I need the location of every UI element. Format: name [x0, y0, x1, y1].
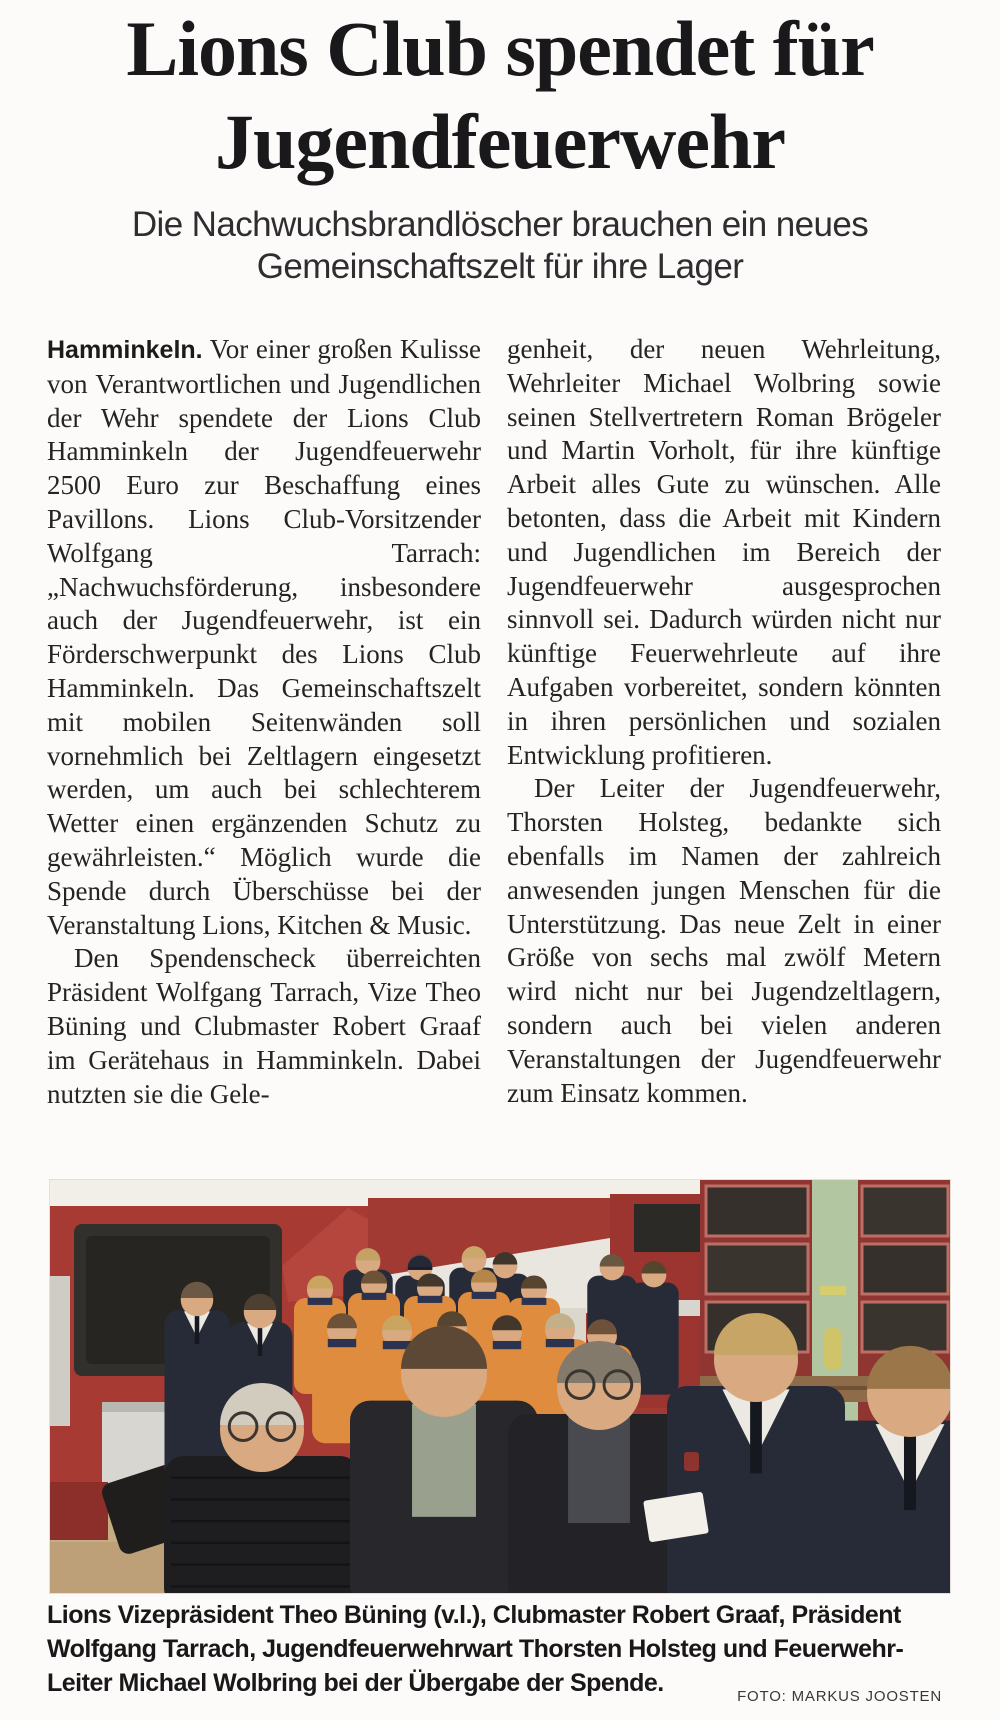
fire-station-group-photo-illustration: [50, 1180, 950, 1593]
location-lead: Hamminkeln.: [47, 336, 203, 364]
paragraph-1: [47, 333, 481, 942]
article-photo: [50, 1180, 950, 1593]
headline-line2: Jugendfeuerwehr: [215, 98, 785, 185]
subheadline-line2: Gemeinschaftszelt für ihre Lager: [256, 247, 744, 286]
subheadline-line1: Die Nachwuchsbrandlöscher brauchen ein neues: [131, 205, 869, 244]
headline: [0, 2, 1000, 188]
photo-credit: FOTO: MARKUS JOOSTEN: [737, 1688, 942, 1705]
paragraph-1-text: Vor einer großen Kulisse von Verantwortlichen und Jugendlichen der Wehr spendete der Lions Club Hamminkeln der Jugendfeuerwehr 2500 Euro zur Beschaffung eines Pavillons. Lions Club-Vorsitzender Wolfgang Tarrach: „Nachwuchsförderung, insbesondere auch der Jugendfeuerwehr, ist ein Förderschwerpunkt des Lions Club Hamminkeln. Das Gemeinschaftszelt mit mobilen Seitenwänden soll vornehmlich bei Zeltlagern eingesetzt werden, um auch bei schlechterem Wetter einen ergänzenden Schutz zu gewährleisten.“ Möglich wurde die Spende durch Überschüsse bei der Veranstaltung Lions, Kitchen & Music.: [47, 334, 481, 940]
headline-line1: Lions Club spendet für: [126, 5, 874, 92]
photo-caption: Lions Vizepräsident Theo Büning (v.l.), Clubmaster Robert Graaf, Präsident Wolfgang Tarrach, Jugendfeuerwehrwart Thorsten Holsteg und Feuerwehr-Leiter Michael Wolbring bei der Übergabe der Spende.: [47, 1601, 904, 1697]
paragraph-2: Den Spendenscheck überreichten Präsident Wolfgang Tarrach, Vize Theo Büning und Clubmaster Robert Graaf im Gerätehaus in Hamminkeln. Dabei nutzten sie die Gele-: [47, 943, 481, 1109]
subheadline: [0, 204, 1000, 288]
column-right: [507, 333, 941, 1111]
paragraph-3: Der Leiter der Jugendfeuerwehr, Thorsten Holsteg, bedankte sich ebenfalls im Namen der zahlreich anwesenden jungen Menschen für die Unterstützung. Das neue Zelt in einer Größe von sechs mal zwölf Metern wird nicht nur bei Jugendzeltlagern, sondern auch bei vielen anderen Veranstaltungen der Jugendfeuerwehr zum Einsatz kommen.: [507, 773, 941, 1108]
article-body: [47, 333, 941, 1111]
paragraph-2-continued: genheit, der neuen Wehrleitung, Wehrleiter Michael Wolbring sowie seinen Stellvertretern Roman Brögeler und Martin Vorholt, für ihre künftige Arbeit alles Gute zu wünschen. Alle betonten, dass die Arbeit mit Kindern und Jugendlichen im Bereich der Jugendfeuerwehr ausgesprochen sinnvoll sei. Dadurch würden nicht nur künftige Feuerwehrleute auf ihre Aufgaben vorbereitet, sondern könnten in ihren persönlichen und sozialen Entwicklung profitieren.: [507, 334, 941, 770]
column-left: [47, 333, 481, 1111]
